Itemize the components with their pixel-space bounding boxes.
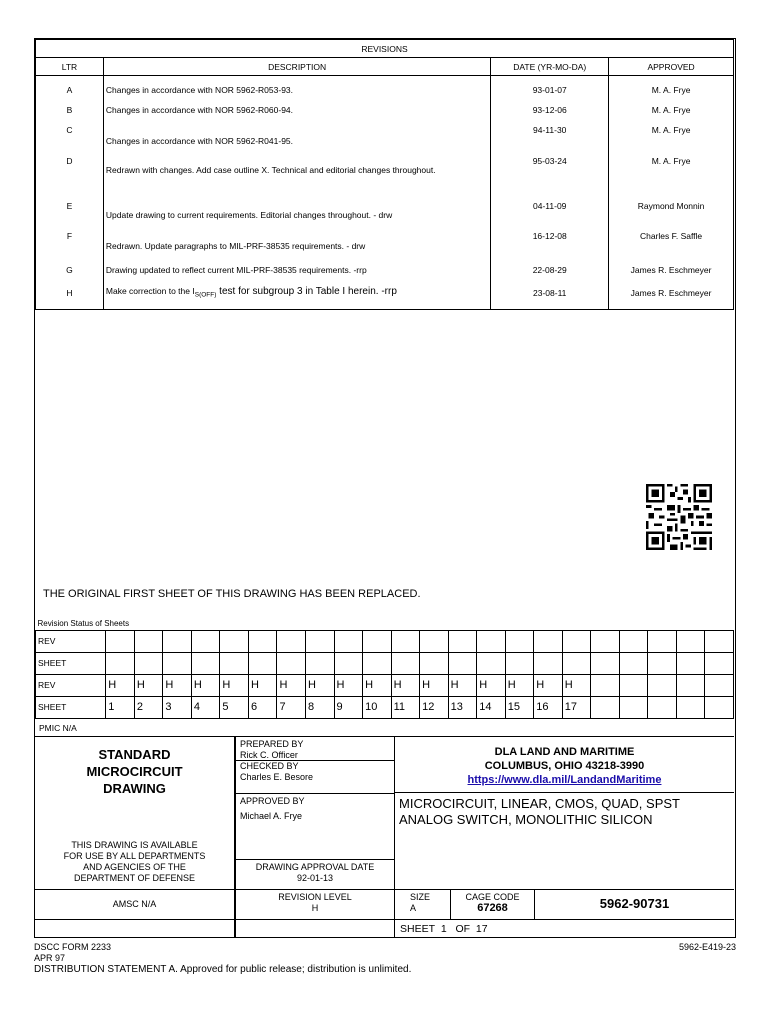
revision-approver: Charles F. Saffle [609, 223, 734, 255]
sheet-cell: 13 [448, 696, 477, 718]
replacement-note: THE ORIGINAL FIRST SHEET OF THIS DRAWING HAS BEEN REPLACED. [43, 588, 421, 600]
rev-cell: H [505, 674, 534, 696]
drawing-frame [34, 38, 736, 938]
availability-line-4: DEPARTMENT OF DEFENSE [73, 873, 196, 883]
revision-letter: C [36, 120, 104, 153]
sheet-cell: 4 [191, 696, 220, 718]
footer [34, 942, 736, 975]
revision-level-box [235, 890, 395, 920]
desc-subscript: S(OFF) [194, 291, 217, 299]
revision-approver: M. A. Frye [609, 100, 734, 120]
sheet-cell: 1 [106, 696, 135, 718]
sheet-label: SHEET [400, 923, 436, 935]
revision-row [36, 153, 734, 193]
rev-cell: H [534, 674, 563, 696]
approved-by: Michael A. Frye [240, 810, 303, 821]
revision-row [36, 255, 734, 280]
availability-line-1: THIS DRAWING IS AVAILABLE [71, 840, 198, 850]
approval-date-label: DRAWING APPROVAL DATE [255, 862, 375, 872]
rev-cell: H [220, 674, 249, 696]
sheet-cell: 8 [306, 696, 335, 718]
sheet-cell: 9 [334, 696, 363, 718]
revision-row [36, 120, 734, 153]
prepared-by-label: PREPARED BY [240, 739, 304, 749]
size-label: SIZE [410, 892, 431, 902]
revision-description: Changes in accordance with NOR 5962-R041-95. [103, 120, 490, 153]
revision-description: Drawing updated to reflect current MIL-PRF-38535 requirements. -rrp [103, 255, 490, 280]
revision-approver: Raymond Monnin [609, 193, 734, 223]
checked-by: Charles E. Besore [240, 771, 314, 782]
standard-line-2: MICROCIRCUIT [86, 764, 183, 779]
revision-description: Changes in accordance with NOR 5962-R053-93. [103, 76, 490, 100]
title-block [35, 736, 734, 937]
revision-approver: M. A. Frye [609, 120, 734, 153]
revision-date: 23-08-11 [491, 280, 609, 310]
rev-cell: H [448, 674, 477, 696]
signature-box [235, 737, 395, 890]
sheet-cell: 7 [277, 696, 306, 718]
header-date: DATE (YR-MO-DA) [491, 58, 609, 76]
sheet-cell: 11 [391, 696, 420, 718]
pmic-label: PMIC N/A [39, 723, 77, 733]
header-approved: APPROVED [609, 58, 734, 76]
rev-cell: H [163, 674, 192, 696]
revision-date: 93-01-07 [491, 76, 609, 100]
rev-cell: H [248, 674, 277, 696]
rev-label: REV [36, 674, 106, 696]
sheet-cell: 12 [420, 696, 449, 718]
drawing-title-line-1: MICROCIRCUIT, LINEAR, CMOS, QUAD, SPST [399, 796, 680, 811]
drawing-title-line-2: ANALOG SWITCH, MONOLITHIC SILICON [399, 812, 653, 827]
desc-text: Make correction to the I [105, 285, 195, 296]
sheet-indicator [395, 920, 734, 938]
sheet-cell: 15 [505, 696, 534, 718]
drawing-title [395, 793, 734, 890]
revision-letter: B [36, 100, 104, 120]
header-ltr: LTR [36, 58, 104, 76]
rev-label: REV [36, 630, 106, 652]
revision-row [36, 100, 734, 120]
revision-row [36, 223, 734, 255]
prepared-by: Rick C. Officer [240, 749, 298, 760]
rev-cell: H [477, 674, 506, 696]
sheet-cell: 14 [477, 696, 506, 718]
sheet-cell: 5 [220, 696, 249, 718]
size-box [395, 890, 451, 920]
revision-date: 22-08-29 [491, 255, 609, 280]
availability-line-3: AND AGENCIES OF THE [83, 862, 186, 872]
revision-date: 94-11-30 [491, 120, 609, 153]
organization-name: DLA LAND AND MARITIME [494, 746, 635, 758]
standard-box [35, 737, 235, 890]
revision-description: Update drawing to current requirements. Editorial changes throughout. - drw [103, 193, 490, 223]
rev-cell: H [391, 674, 420, 696]
revision-letter: F [36, 223, 104, 255]
qr-code-icon [646, 484, 712, 550]
revision-approver: James R. Eschmeyer [609, 255, 734, 280]
standard-line-3: DRAWING [103, 781, 166, 796]
revision-date: 93-12-06 [491, 100, 609, 120]
organization-city: COLUMBUS, OHIO 43218-3990 [484, 760, 645, 772]
revision-date: 16-12-08 [491, 223, 609, 255]
drawing-number: 5962-90731 [535, 890, 734, 920]
revisions-table [35, 39, 734, 578]
sheet-label: SHEET [36, 652, 106, 674]
revision-row [36, 280, 734, 310]
revision-level: H [311, 903, 319, 913]
revision-approver: M. A. Frye [609, 76, 734, 100]
sheet-cell: 2 [134, 696, 163, 718]
revision-approver: M. A. Frye [609, 153, 734, 193]
revision-date: 04-11-09 [491, 193, 609, 223]
sheet-label: SHEET [36, 696, 106, 718]
approval-date: 92-01-13 [296, 872, 334, 883]
sheet-cell: 3 [163, 696, 192, 718]
document-code: 5962-E419-23 [678, 942, 736, 952]
sheet-total: 17 [475, 923, 488, 935]
revision-letter: D [36, 153, 104, 193]
rev-cell: H [334, 674, 363, 696]
checked-by-label: CHECKED BY [240, 761, 299, 771]
rev-cell: H [363, 674, 392, 696]
sheet-cell: 6 [248, 696, 277, 718]
organization-box [395, 737, 734, 793]
cage-code-box [451, 890, 535, 920]
revisions-title: REVISIONS [36, 40, 734, 58]
rev-cell: H [106, 674, 135, 696]
cage-code: 67268 [477, 902, 508, 914]
amsc-label: AMSC N/A [35, 890, 235, 920]
revision-approver: James R. Eschmeyer [609, 280, 734, 310]
of-label: OF [455, 923, 471, 935]
revision-row [36, 193, 734, 223]
revision-letter: H [36, 280, 104, 310]
standard-line-1: STANDARD [98, 747, 171, 762]
organization-link[interactable]: https://www.dla.mil/LandandMaritime [467, 774, 662, 786]
revision-description: Redrawn. Update paragraphs to MIL-PRF-38535 requirements. - drw [103, 223, 490, 255]
rev-cell: H [420, 674, 449, 696]
revision-letter: E [36, 193, 104, 223]
revision-description [103, 280, 490, 310]
revision-letter: A [36, 76, 104, 100]
rev-cell: H [277, 674, 306, 696]
size-value: A [410, 903, 417, 913]
rev-cell: H [306, 674, 335, 696]
rev-cell: H [562, 674, 591, 696]
approved-by-label: APPROVED BY [240, 796, 305, 806]
revision-row [36, 76, 734, 100]
revision-description: Redrawn with changes. Add case outline X. Technical and editorial changes throughout. [103, 153, 490, 193]
desc-text-tail: test for subgroup 3 in Table I herein. -rrp [216, 285, 397, 297]
form-date: APR 97 [34, 953, 66, 963]
availability-line-2: FOR USE BY ALL DEPARTMENTS [63, 851, 206, 861]
revision-description: Changes in accordance with NOR 5962-R060-94. [103, 100, 490, 120]
sheet-cell: 10 [363, 696, 392, 718]
sheet-cell: 16 [534, 696, 563, 718]
header-description: DESCRIPTION [103, 58, 490, 76]
revision-date: 95-03-24 [491, 153, 609, 193]
rev-cell: H [191, 674, 220, 696]
sheet-number: 1 [440, 923, 447, 935]
revision-level-label: REVISION LEVEL [278, 892, 352, 902]
revision-status-table [35, 617, 734, 719]
revision-letter: G [36, 255, 104, 280]
sheet-cell: 17 [562, 696, 591, 718]
status-caption: Revision Status of Sheets [36, 617, 734, 630]
rev-cell: H [134, 674, 163, 696]
cage-code-label: CAGE CODE [465, 892, 520, 902]
form-number: DSCC FORM 2233 [34, 942, 112, 952]
distribution-statement: DISTRIBUTION STATEMENT A. Approved for public release; distribution is unlimited. [34, 964, 412, 975]
